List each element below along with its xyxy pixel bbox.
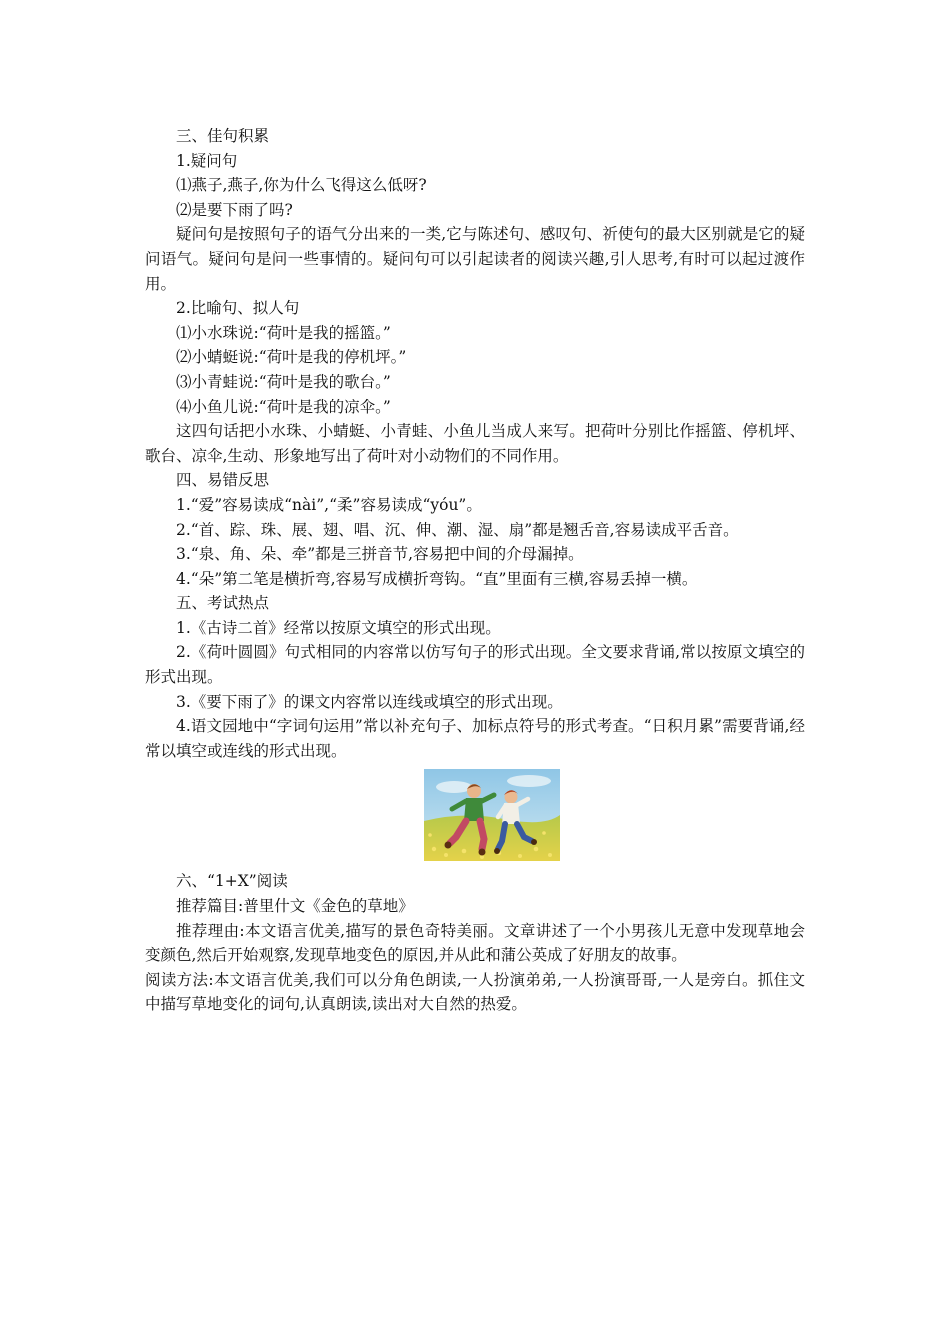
exam-hotspot-2: 2.《荷叶圆圆》句式相同的内容常以仿写句子的形式出现。全文要求背诵,常以按原文填空的形式出现。 bbox=[145, 643, 805, 687]
metaphor-title: 2.比喻句、拟人句 bbox=[176, 299, 300, 318]
section-heading-5: 五、考试热点 bbox=[176, 594, 270, 613]
section-heading-3: 三、佳句积累 bbox=[176, 127, 270, 145]
document-page bbox=[145, 124, 805, 1017]
illustration-container bbox=[145, 763, 805, 869]
question-description: 疑问句是按照句子的语气分出来的一类,它与陈述句、感叹句、祈使句的最大区别就是它的疑问语气。疑问句是问一些事情的。疑问句可以引起读者的阅读兴趣,引人思考,有时可以起过渡作用。 bbox=[145, 225, 805, 293]
reading-method: 阅读方法:本文语言优美,我们可以分角色朗读,一人扮演弟弟,一人扮演哥哥,一人是旁白。抓住文中描写草地变化的词句,认真朗读,读出对大自然的热爱。 bbox=[145, 970, 805, 1014]
metaphor-example-1: ⑴小水珠说:“荷叶是我的摇篮。” bbox=[176, 323, 391, 342]
question-example-2: ⑵是要下雨了吗? bbox=[176, 200, 293, 219]
metaphor-example-2: ⑵小蜻蜓说:“荷叶是我的停机坪。” bbox=[176, 348, 407, 367]
metaphor-example-4: ⑷小鱼儿说:“荷叶是我的凉伞。” bbox=[176, 397, 391, 416]
error-item-4: 4.“朵”第二笔是横折弯,容易写成横折弯钩。“直”里面有三横,容易丢掉一横。 bbox=[176, 569, 698, 588]
children-running-illustration bbox=[424, 769, 560, 861]
exam-hotspot-1: 1.《古诗二首》经常以按原文填空的形式出现。 bbox=[176, 618, 501, 637]
error-item-1: 1.“爱”容易读成“nài”,“柔”容易读成“yóu”。 bbox=[176, 495, 482, 514]
section-heading-4: 四、易错反思 bbox=[176, 471, 270, 490]
section-heading-6: 六、“1+X”阅读 bbox=[176, 872, 288, 891]
error-item-3: 3.“泉、角、朵、牵”都是三拼音节,容易把中间的介母漏掉。 bbox=[176, 545, 584, 564]
recommended-title: 推荐篇目:普里什文《金色的草地》 bbox=[176, 897, 414, 916]
question-example-1: ⑴燕子,燕子,你为什么飞得这么低呀? bbox=[176, 176, 427, 195]
exam-hotspot-3: 3.《要下雨了》的课文内容常以连线或填空的形式出现。 bbox=[176, 692, 563, 711]
error-item-2: 2.“首、踪、珠、展、翅、唱、沉、伸、潮、湿、扇”都是翘舌音,容易读成平舌音。 bbox=[176, 520, 739, 539]
recommend-reason: 推荐理由:本文语言优美,描写的景色奇特美丽。文章讲述了一个小男孩儿无意中发现草地会变颜色,然后开始观察,发现草地变色的原因,并从此和蒲公英成了好朋友的故事。 bbox=[145, 921, 805, 965]
question-sentence-title: 1.疑问句 bbox=[176, 151, 238, 170]
metaphor-description: 这四句话把小水珠、小蜻蜓、小青蛙、小鱼儿当成人来写。把荷叶分别比作摇篮、停机坪、歌台、凉伞,生动、形象地写出了荷叶对小动物们的不同作用。 bbox=[145, 422, 805, 465]
exam-hotspot-4: 4.语文园地中“字词句运用”常以补充句子、加标点符号的形式考查。“日积月累”需要背诵,经常以填空或连线的形式出现。 bbox=[145, 717, 805, 760]
metaphor-example-3: ⑶小青蛙说:“荷叶是我的歌台。” bbox=[176, 372, 391, 391]
